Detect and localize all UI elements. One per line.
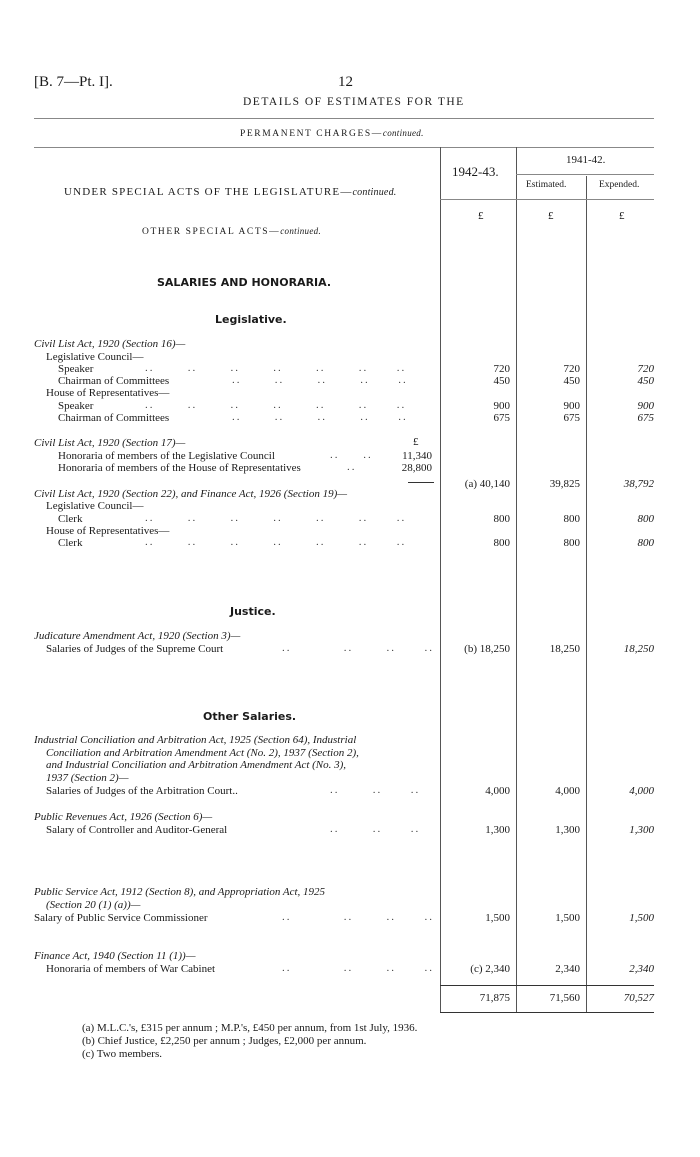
item-judges-arbitration: Salaries of Judges of the Arbitration Court.. <box>46 785 238 797</box>
column-header-rule <box>440 199 654 200</box>
act-industrial-conciliation-line2: Conciliation and Arbitration Amendment Act (No. 2), 1937 (Section 2), <box>46 747 359 759</box>
item-public-service-commissioner: Salary of Public Service Commissioner <box>34 912 208 924</box>
item-clerk: Clerk <box>58 513 83 525</box>
inline-currency: £ <box>413 436 419 448</box>
cell-1942: 720 <box>493 363 510 375</box>
column-divider-2 <box>516 147 517 1013</box>
cell-estimated: 39,825 <box>549 478 580 490</box>
year-group-rule <box>516 174 654 175</box>
leader-dots: .. .. .. <box>330 823 421 835</box>
item-chairman: Chairman of Committees <box>58 375 170 387</box>
leader-dots: .. .. <box>330 449 373 461</box>
inline-amount-hr: 28,800 <box>401 462 432 474</box>
cell-estimated: 450 <box>563 375 580 387</box>
column-estimated: Estimated. <box>526 180 567 190</box>
cell-expended: 720 <box>637 363 654 375</box>
act-finance-1940: Finance Act, 1940 (Section 11 (1))— <box>34 950 196 962</box>
item-chairman-house: Chairman of Committees <box>58 412 170 424</box>
leader-dots: .. .. .. .. .. .. .. <box>145 362 407 374</box>
footnote-a: (a) M.L.C.'s, £315 per annum ; M.P.'s, £450 per annum, from 1st July, 1936. <box>82 1022 418 1034</box>
document-reference: [B. 7—Pt. I]. <box>34 74 113 90</box>
cell-estimated: 2,340 <box>555 963 580 975</box>
item-house-2: House of Representatives— <box>46 525 170 537</box>
column-divider-3 <box>586 176 587 1013</box>
page-number: 12 <box>338 74 353 90</box>
leader-dots: .. .. .. .. .. .. .. <box>145 512 407 524</box>
cell-1942: 1,300 <box>485 824 510 836</box>
cell-estimated: 1,300 <box>555 824 580 836</box>
item-speaker: Speaker <box>58 363 94 375</box>
column-group-1941-42: 1941-42. <box>566 154 606 166</box>
item-legislative-council-2: Legislative Council— <box>46 500 144 512</box>
table-top-rule <box>34 147 654 148</box>
cell-expended: 900 <box>637 400 654 412</box>
currency-col3: £ <box>619 210 625 222</box>
item-judges-supreme: Salaries of Judges of the Supreme Court <box>46 643 224 655</box>
cell-expended: 4,000 <box>629 785 654 797</box>
leader-dots: .. .. .. .. .. .. .. <box>145 536 407 548</box>
item-house: House of Representatives— <box>46 387 170 399</box>
leader-dots: .. <box>347 461 357 473</box>
act-public-service: Public Service Act, 1912 (Section 8), and Appropriation Act, 1925 <box>34 886 326 898</box>
inline-amount-lc: 11,340 <box>402 450 432 462</box>
cell-expended: 1,500 <box>629 912 654 924</box>
item-honoraria-lc: Honoraria of members of the Legislative Council <box>58 450 275 462</box>
cell-estimated: 1,500 <box>555 912 580 924</box>
cell-estimated: 900 <box>563 400 580 412</box>
leader-dots: .. .. .. <box>330 784 421 796</box>
cell-1942: 675 <box>493 412 510 424</box>
cell-1942: (a) 40,140 <box>464 478 510 490</box>
page-subtitle: PERMANENT CHARGES—continued. <box>240 128 424 139</box>
total-expended: 70,527 <box>623 992 654 1004</box>
cell-1942: 800 <box>493 513 510 525</box>
leader-dots: .. .. .. .. .. <box>232 411 408 423</box>
leader-dots: .. .. .. .. .. <box>232 374 408 386</box>
act-public-service-line2: (Section 20 (1) (a))— <box>46 899 141 911</box>
cell-1942: (b) 18,250 <box>464 643 510 655</box>
act-civil-list-s16: Civil List Act, 1920 (Section 16)— <box>34 338 186 350</box>
total-1942: 71,875 <box>479 992 510 1004</box>
page-title: DETAILS OF ESTIMATES FOR THE <box>243 96 465 108</box>
item-honoraria-hr: Honoraria of members of the House of Representatives <box>58 462 301 474</box>
cell-expended: 450 <box>637 375 654 387</box>
item-controller: Salary of Controller and Auditor-General <box>46 824 228 836</box>
leader-dots: .. .. .. .. <box>282 962 434 974</box>
cell-expended: 38,792 <box>623 478 654 490</box>
act-judicature: Judicature Amendment Act, 1920 (Section 3)— <box>34 630 241 642</box>
act-civil-list-s22: Civil List Act, 1920 (Section 22), and Finance Act, 1926 (Section 19)— <box>34 488 348 500</box>
act-industrial-conciliation-line4: 1937 (Section 2)— <box>46 772 129 784</box>
cell-1942: 450 <box>493 375 510 387</box>
cell-1942: 4,000 <box>485 785 510 797</box>
totals-top-rule <box>440 985 654 986</box>
cell-1942: (c) 2,340 <box>470 963 510 975</box>
cell-estimated: 720 <box>563 363 580 375</box>
total-estimated: 71,560 <box>549 992 580 1004</box>
item-legislative-council: Legislative Council— <box>46 351 144 363</box>
cell-estimated: 18,250 <box>549 643 580 655</box>
salaries-heading: SALARIES AND HONORARIA. <box>157 276 332 289</box>
section-heading: UNDER SPECIAL ACTS OF THE LEGISLATURE—continued. <box>64 186 397 198</box>
totals-bottom-rule <box>440 1012 654 1013</box>
inline-sum-rule <box>408 482 434 483</box>
cell-expended: 2,340 <box>629 963 654 975</box>
act-public-revenues: Public Revenues Act, 1926 (Section 6)— <box>34 811 213 823</box>
act-civil-list-s17: Civil List Act, 1920 (Section 17)— <box>34 437 186 449</box>
cell-expended: 18,250 <box>623 643 654 655</box>
footnote-b: (b) Chief Justice, £2,250 per annum ; Judges, £2,000 per annum. <box>82 1035 367 1047</box>
currency-col2: £ <box>548 210 554 222</box>
legislative-heading: Legislative. <box>215 313 287 326</box>
item-war-cabinet: Honoraria of members of War Cabinet <box>46 963 216 975</box>
leader-dots: .. .. .. .. .. .. .. <box>145 399 407 411</box>
column-divider-1 <box>440 147 441 1013</box>
act-industrial-conciliation-line3: and Industrial Conciliation and Arbitration Amendment Act (No. 3), <box>46 759 347 771</box>
column-expended: Expended. <box>599 180 640 190</box>
leader-dots: .. .. .. .. <box>282 642 434 654</box>
leader-dots: .. .. .. .. <box>282 911 434 923</box>
cell-estimated: 675 <box>563 412 580 424</box>
cell-expended: 675 <box>637 412 654 424</box>
act-industrial-conciliation: Industrial Conciliation and Arbitration Act, 1925 (Section 64), Industrial <box>34 734 357 746</box>
currency-col1: £ <box>478 210 484 222</box>
cell-expended: 800 <box>637 537 654 549</box>
footnote-c: (c) Two members. <box>82 1048 162 1060</box>
column-1942-43: 1942-43. <box>452 164 499 179</box>
cell-estimated: 800 <box>563 537 580 549</box>
item-clerk-house: Clerk <box>58 537 83 549</box>
cell-1942: 800 <box>493 537 510 549</box>
cell-estimated: 800 <box>563 513 580 525</box>
cell-expended: 800 <box>637 513 654 525</box>
cell-estimated: 4,000 <box>555 785 580 797</box>
subsection-heading: OTHER SPECIAL ACTS—continued. <box>142 226 322 237</box>
header-rule <box>34 118 654 119</box>
cell-1942: 1,500 <box>485 912 510 924</box>
cell-expended: 1,300 <box>629 824 654 836</box>
justice-heading: Justice. <box>230 605 276 618</box>
other-salaries-heading: Other Salaries. <box>203 710 297 723</box>
item-speaker-house: Speaker <box>58 400 94 412</box>
cell-1942: 900 <box>493 400 510 412</box>
